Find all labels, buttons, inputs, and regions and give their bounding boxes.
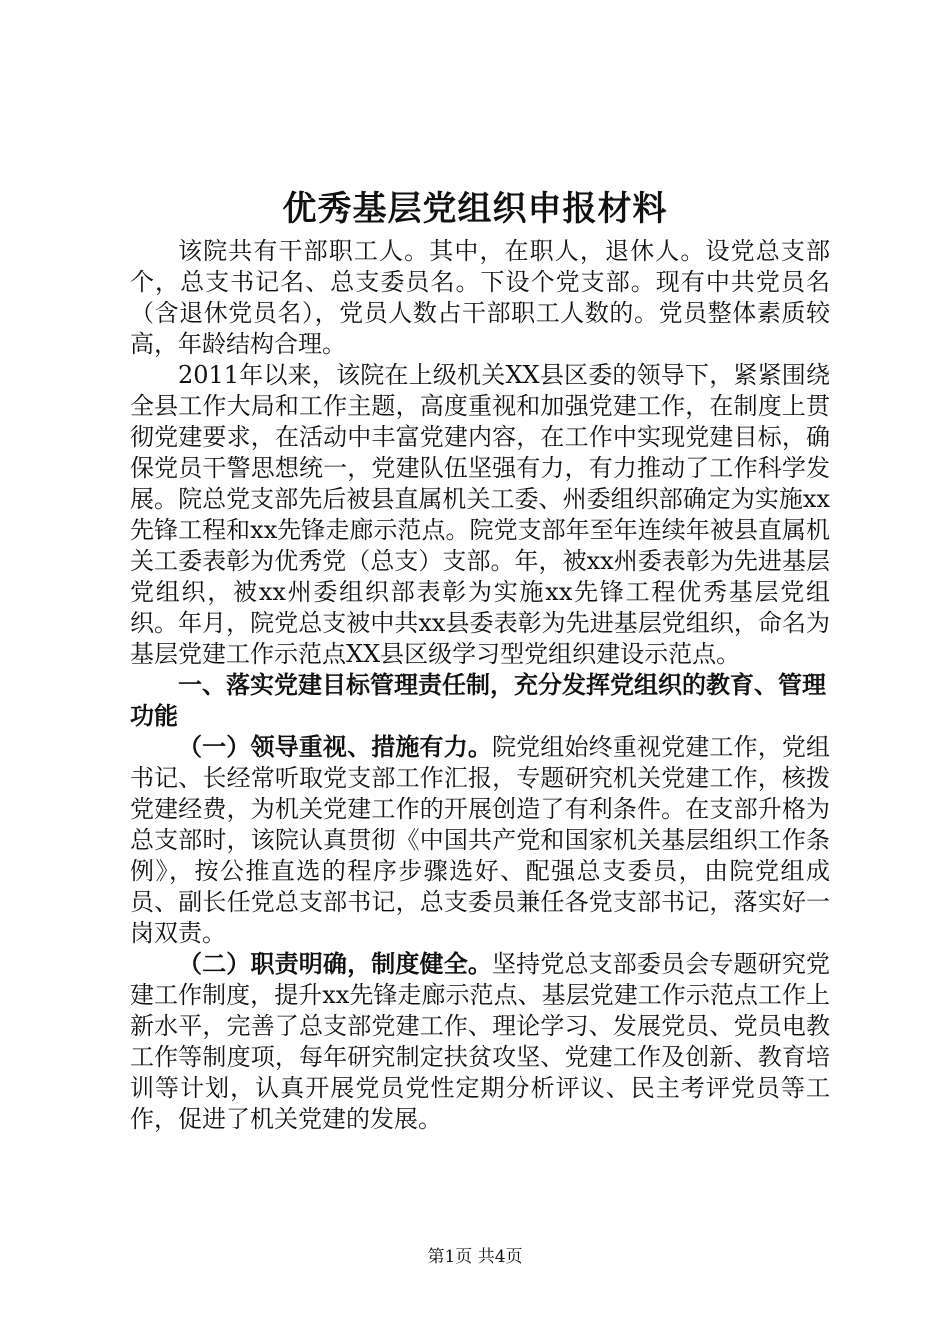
document-title: 优秀基层党组织申报材料	[282, 189, 668, 229]
history-paragraph: 2011年以来，该院在上级机关XX县区委的领导下，紧紧围绕全县工作大局和工作主题，高度重视和加强党建工作，在制度上贯彻党建要求，在活动中丰富党建内容，在工作中实现党建目标，确保党员干警思想统一，党建队伍坚强有力，有力推动了工作科学发展。院总党支部先后被县直属机关工委、州委组织部确定为实施xx先锋工程和xx先锋走廊示范点。院党支部年至年连续年被县直属机关工委表彰为优秀党（总支）支部。年，被xx州委表彰为先进基层党组织，被xx州委组织部表彰为实施xx先锋工程优秀基层党组织。年月，院党总支被中共xx县委表彰为先进基层党组织，命名为基层党建工作示范点XX县区级学习型党组织建设示范点。	[130, 361, 830, 668]
section-heading: 一、落实党建目标管理责任制，充分发挥党组织的教育、管理功能	[130, 671, 826, 730]
document-body	[130, 236, 830, 1135]
subsection-paragraph	[130, 732, 830, 949]
page-number-footer: 第1页 共4页	[427, 1247, 523, 1267]
intro-paragraph: 该院共有干部职工人。其中，在职人，退休人。设党总支部个，总支书记名、总支委员名。下设个党支部。现有中共党员名（含退休党员名），党员人数占干部职工人数的。党员整体素质较高，年龄结构合理。	[130, 237, 830, 358]
subsection-text: 院党组始终重视党建工作，党组书记、长经常听取党支部工作汇报，专题研究机关党建工作，核拨党建经费，为机关党建工作的开展创造了有利条件。在支部升格为总支部时，该院认真贯彻《中国共产党和国家机关基层组织工作条例》，按公推直选的程序步骤选好、配强总支委员，由院党组成员、副长任党总支部书记，总支委员兼任各党支部书记，落实好一岗双责。	[130, 733, 830, 947]
subsection-lead: （二）职责明确，制度健全。	[178, 950, 492, 978]
subsection-text: 坚持党总支部委员会专题研究党建工作制度，提升xx先锋走廊示范点、基层党建工作示范点工作上新水平，完善了总支部党建工作、理论学习、发展党员、党员电教工作等制度项，每年研究制定扶贫攻坚、党建工作及创新、教育培训等计划，认真开展党员党性定期分析评议、民主考评党员等工作，促进了机关党建的发展。	[130, 950, 830, 1133]
subsection-lead: （一）领导重视、措施有力。	[178, 733, 492, 761]
subsection-paragraph	[130, 949, 830, 1135]
